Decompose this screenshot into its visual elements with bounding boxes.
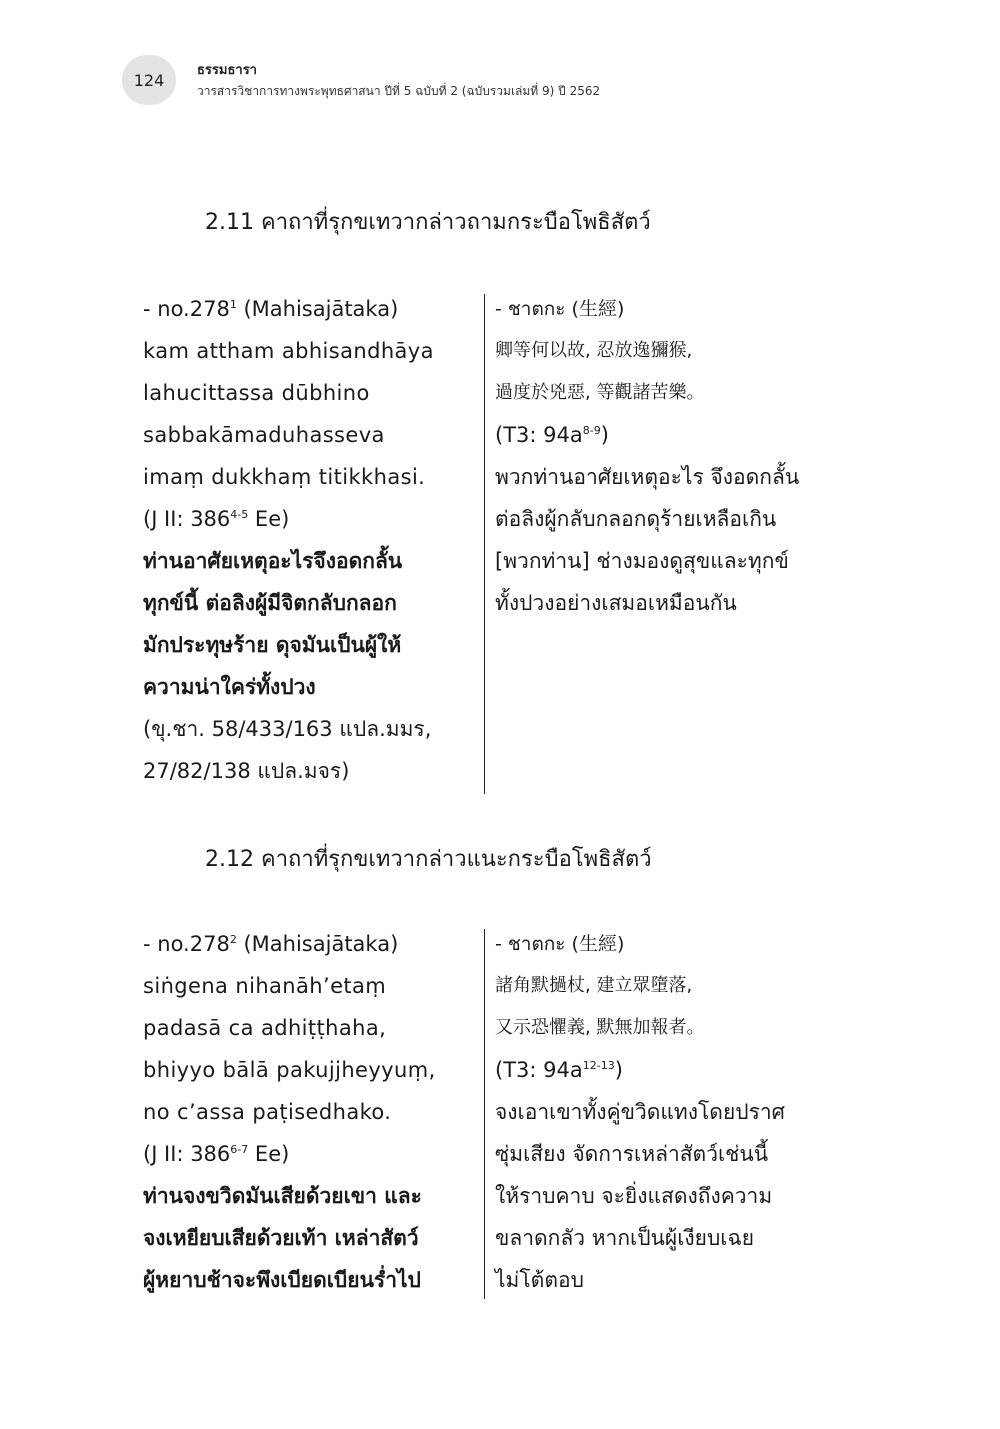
thai-translation-line: มักประทุษร้าย ดุจมันเป็นผู้ให้ — [143, 633, 402, 657]
thai-translation-line: ให้ราบคาบ จะยิ่งแสดงถึงความ — [495, 1184, 773, 1208]
journal-name: ธรรมธารา — [197, 63, 257, 78]
taisho-citation: (T3: $94a^{12-13}$) — [495, 1058, 623, 1082]
section-title-2-11: 2.11 คาถาที่รุกขเทวากล่าวถามกระบือโพธิสัตว์ — [205, 210, 651, 235]
thai-translation-line: พวกท่านอาศัยเหตุอะไร จึงอดกลั้น — [495, 465, 800, 489]
pali-column — [143, 288, 473, 792]
thai-translation-line: ต่อลิงผู้กลับกลอกดุร้ายเหลือเกิน — [495, 507, 777, 531]
chinese-verse-line: 諸角默撾杖, 建立眾墮落, — [495, 975, 693, 996]
running-header — [197, 62, 600, 100]
page-number-badge — [122, 55, 176, 105]
thai-translation-line: ขลาดกลัว หากเป็นผู้เงียบเฉย — [495, 1226, 755, 1250]
thai-translation-line: ทุกข์นี้ ต่อลิงผู้มีจิตกลับกลอก — [143, 591, 397, 615]
thai-translation-line: ไม่โต้ตอบ — [495, 1268, 584, 1292]
thai-translation-line: [พวกท่าน] ช่างมองดูสุขและทุกข์ — [495, 549, 789, 573]
thai-translation-line: จงเอาเขาทั้งคู่ขวิดแทงโดยปราศ — [495, 1100, 785, 1124]
thai-translation-line: จงเหยียบเสียด้วยเท้า เหล่าสัตว์ — [143, 1226, 419, 1250]
pali-verse-line: kam attham abhisandhāya — [143, 339, 434, 363]
pali-source-ref: - no.278$^1$ (Mahisajātaka) — [143, 297, 399, 321]
pali-verse-line: no c’assa paṭisedhako. — [143, 1100, 392, 1124]
pali-verse-line: padasā ca adhiṭṭhaha, — [143, 1016, 387, 1040]
chinese-column — [495, 288, 843, 624]
thai-translation-line: ซุ่มเสียง จัดการเหล่าสัตว์เช่นนี้ — [495, 1142, 769, 1166]
section-title-2-12: 2.12 คาถาที่รุกขเทวากล่าวแนะกระบือโพธิสัตว์ — [205, 847, 652, 872]
column-divider — [484, 294, 485, 794]
pali-citation: (J II: 386$^{4-5}$ Ee) — [143, 507, 290, 531]
thai-translation-line: ท่านจงขวิดมันเสียด้วยเขา และ — [143, 1184, 422, 1208]
thai-translation-line: ทั้งปวงอย่างเสมอเหมือนกัน — [495, 591, 737, 615]
chinese-source-heading: - ชาตกะ (生經) — [495, 933, 625, 955]
pali-verse-line: siṅgena nihanāh’etaṃ — [143, 974, 387, 998]
chinese-verse-line: 過度於兇惡, 等觀諸苦樂。 — [495, 382, 705, 403]
column-divider — [484, 929, 485, 1299]
thai-translation-ref: 27/82/138 แปล.มจร) — [143, 759, 350, 783]
pali-verse-line: imaṃ dukkhaṃ titikkhasi. — [143, 465, 426, 489]
thai-translation-line: ท่านอาศัยเหตุอะไรจึงอดกลั้น — [143, 549, 403, 573]
chinese-column — [495, 923, 843, 1301]
chinese-source-heading: - ชาตกะ (生經) — [495, 298, 625, 320]
chinese-verse-line: 卿等何以故, 忍放逸獼猴, — [495, 340, 693, 361]
pali-source-ref: - no.278$^2$ (Mahisajātaka) — [143, 932, 399, 956]
taisho-citation: (T3: $94a^{8-9}$) — [495, 423, 609, 447]
thai-translation-line: ความน่าใคร่ทั้งปวง — [143, 675, 316, 699]
pali-citation: (J II: 386$^{6-7}$ Ee) — [143, 1142, 290, 1166]
comparison-block-2-12 — [143, 923, 843, 1303]
pali-column — [143, 923, 473, 1301]
comparison-block-2-11 — [143, 288, 843, 800]
pali-verse-line: bhiyyo bālā pakujjheyyuṃ, — [143, 1058, 436, 1082]
pali-verse-line: lahucittassa dūbhino — [143, 381, 370, 405]
journal-subtitle: วารสารวิชาการทางพระพุทธศาสนา ปีที่ 5 ฉบับที่ 2 (ฉบับรวมเล่มที่ 9) ปี 2562 — [197, 84, 601, 98]
thai-translation-line: ผู้หยาบช้าจะพึงเบียดเบียนรํ่าไป — [143, 1268, 421, 1292]
pali-verse-line: sabbakāmaduhasseva — [143, 423, 385, 447]
page-number: 124 — [133, 70, 165, 90]
thai-translation-ref: (ขุ.ชา. 58/433/163 แปล.มมร, — [143, 717, 432, 741]
chinese-verse-line: 又示恐懼義, 默無加報者。 — [495, 1017, 705, 1038]
